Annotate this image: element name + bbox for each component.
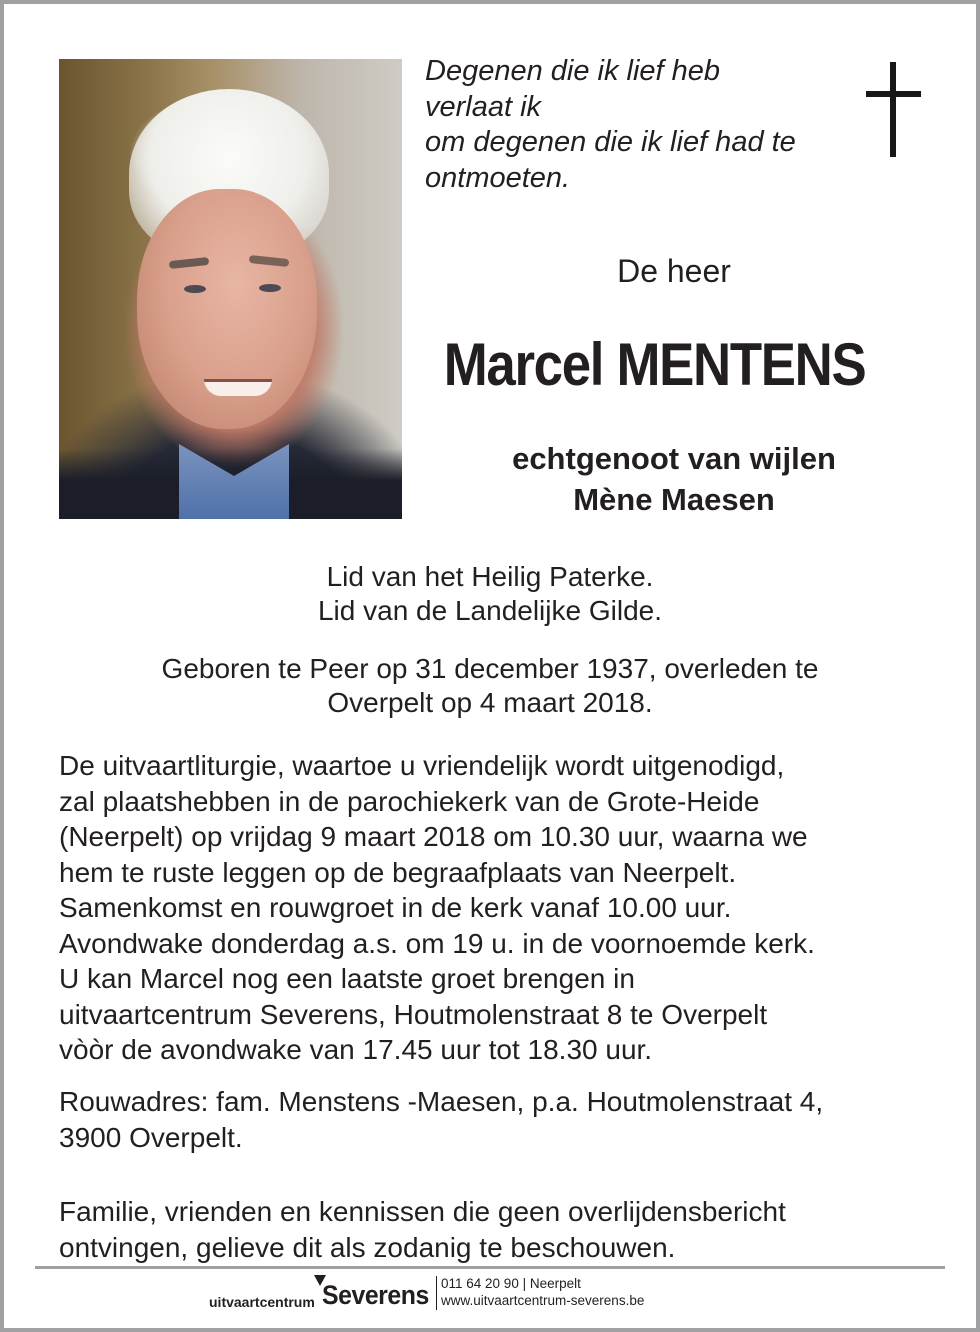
membership-line: Lid van het Heilig Paterke. bbox=[326, 561, 654, 592]
cross-icon-vertical bbox=[890, 62, 896, 157]
funeral-line: Samenkomst en rouwgroet in de kerk vanaf 10.00 uur. bbox=[59, 892, 732, 923]
poem-line: ontmoeten. bbox=[425, 161, 571, 194]
family-notice-line: ontvingen, gelieve dit als zodanig te beschouwen. bbox=[59, 1231, 676, 1263]
poem-line: Degenen die ik lief heb bbox=[425, 55, 721, 87]
photo-mouth bbox=[204, 379, 272, 396]
cross-icon-horizontal bbox=[866, 91, 921, 97]
photo-eye bbox=[259, 284, 281, 292]
photo-eye bbox=[184, 285, 206, 293]
funeral-line: zal plaatshebben in de parochiekerk van de Grote-Heide bbox=[59, 785, 760, 817]
poem-line: om degenen die ik lief had te bbox=[425, 126, 796, 158]
poem bbox=[425, 54, 855, 196]
spouse-info bbox=[424, 438, 924, 520]
funeral-line: vòòr de avondwake van 17.45 uur tot 18.30 uur. bbox=[59, 1034, 653, 1065]
poem-line: verlaat ik bbox=[425, 90, 542, 123]
family-notice bbox=[59, 1194, 959, 1265]
address-line: 3900 Overpelt. bbox=[59, 1121, 243, 1153]
deceased-name: Marcel MENTENS bbox=[443, 331, 866, 398]
funeral-line: uitvaartcentrum Severens, Houtmolenstraat 8 te Overpelt bbox=[59, 998, 768, 1030]
title-prefix: De heer bbox=[617, 253, 731, 289]
funeral-line: U kan Marcel nog een laatste groet brengen in bbox=[59, 963, 635, 994]
funeral-details bbox=[59, 748, 959, 1068]
funeral-line: Avondwake donderdag a.s. om 19 u. in de voornoemde kerk. bbox=[59, 927, 815, 959]
address-line: Rouwadres: fam. Menstens -Maesen, p.a. Houtmolenstraat 4, bbox=[59, 1086, 824, 1117]
family-notice-line: Familie, vrienden en kennissen die geen overlijdensbericht bbox=[59, 1196, 786, 1227]
footer-website[interactable]: www.uitvaartcentrum-severens.be bbox=[441, 1293, 645, 1308]
birth-death-line: Overpelt op 4 maart 2018. bbox=[327, 687, 653, 718]
spouse-name: Mène Maesen bbox=[573, 482, 775, 517]
footer-divider bbox=[35, 1266, 945, 1269]
footer-prefix: uitvaartcentrum bbox=[209, 1294, 315, 1310]
footer-contact bbox=[441, 1275, 644, 1309]
membership-line: Lid van de Landelijke Gilde. bbox=[317, 595, 662, 626]
memberships bbox=[4, 560, 976, 628]
mourning-address bbox=[59, 1084, 959, 1155]
portrait-photo bbox=[59, 59, 402, 519]
funeral-line: hem te ruste leggen op de begraafplaats van Neerpelt. bbox=[59, 856, 737, 888]
footer-phone: 011 64 20 90 | Neerpelt bbox=[441, 1276, 581, 1291]
funeral-line: De uitvaartliturgie, waartoe u vriendelijk wordt uitgenodigd, bbox=[59, 750, 785, 781]
obituary-card bbox=[4, 4, 976, 1328]
footer-brand: Severens bbox=[322, 1280, 429, 1310]
footer-separator bbox=[436, 1276, 437, 1310]
birth-death-line: Geboren te Peer op 31 december 1937, overleden te bbox=[161, 653, 819, 684]
funeral-line: (Neerpelt) op vrijdag 9 maart 2018 om 10.30 uur, waarna we bbox=[59, 821, 808, 852]
spouse-line: echtgenoot van wijlen bbox=[512, 441, 836, 476]
birth-death-info bbox=[4, 652, 976, 720]
